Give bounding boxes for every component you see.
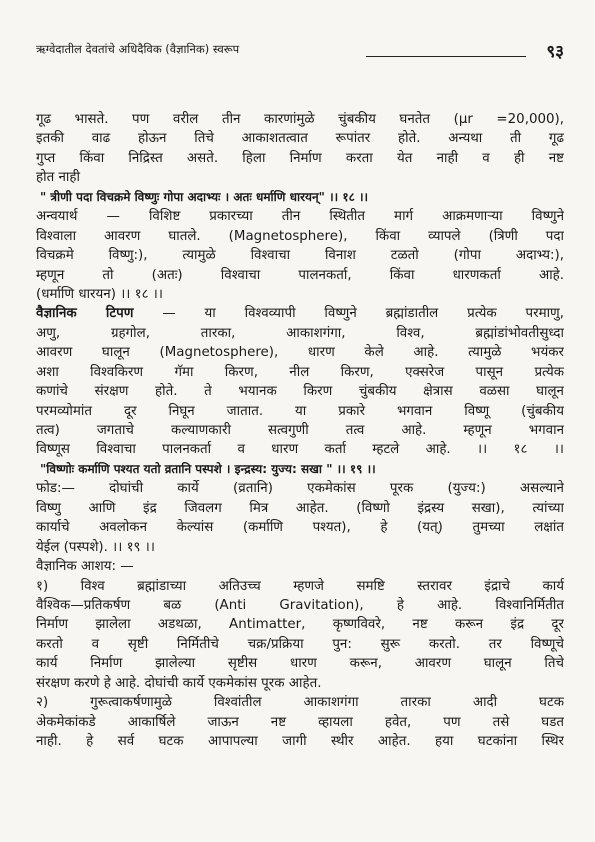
text-line: "विष्णोः कर्माणि पश्यत यतो व्रतानि पस्पशे । इन्द्रस्य: युज्य: सखा " ।। १९ ।। — [40, 461, 376, 476]
text-line: कणांचे संरक्षण होते. ते भयानक किरण चुंबकीय क्षेत्रास वळसा घालून — [36, 384, 564, 400]
text-line: वैज्ञानिक आशय: — — [36, 559, 134, 575]
text-line: वैश्विक—प्रतिकर्षण बळ (Anti Gravitation), हे आहे. विश्वानिर्मितीत — [36, 597, 564, 613]
text-line: विष्णु आणि इंद्र जिवलग मित्र आहेत. (विष्णो इंद्रस्य सखा), त्यांच्या — [36, 500, 564, 516]
text-line: १) विश्व ब्रह्मांडाच्या अतिउच्च म्हणजे समष्टि स्तरावर इंद्राचे कार्य — [36, 578, 564, 594]
text-line: गूढ भासते. पण वरील तीन कारणांमुळे चुंबकीय घनतेत (µr =20,000), — [36, 112, 564, 127]
text-line: म्हणून तो (अतः) विश्वाचा पालनकर्ता, किंवा धारणकर्ता आहे. — [36, 267, 564, 283]
text-line: (धर्माणि धारयन) ।। १८ ।। — [36, 286, 163, 302]
text-line: तत्व) जगताचे कल्याणकारी सत्वगुणी तत्व आहे. म्हणून भगवान — [36, 423, 564, 438]
text-line: इतकी वाढ होऊन तिचे आकाशतत्वात रूपांतर होते. अन्यथा ती गूढ — [36, 131, 564, 147]
section-heading: वैज्ञानिक टिपण — [36, 306, 134, 322]
text-line: आवरण घालून (Magnetosphere), धारण केले आहे. त्यामुळे भयंकर — [36, 345, 564, 361]
text-line: संरक्षण करणे हे आहे. दोघांची कार्ये एकमेकांस पूरक आहेत. — [36, 675, 322, 691]
header-title: ऋग्वेदातील देवतांचे अधिदैविक (वैज्ञानिक) स्वरूप — [36, 42, 240, 56]
text-line: गुप्त किंवा निद्रिस्त असते. हिला निर्माण करता येत नाही व ही नष्ट — [36, 150, 564, 166]
text-line: नाही. हे सर्व घटक आपापल्या जागी स्थीर आहेत. हया घटकांना स्थिर — [36, 734, 564, 749]
text-line: करतो व सृष्टी निर्मितीचे चक्र/प्रक्रिया पुन: सुरू करतो. तर विष्णूचे — [36, 636, 564, 652]
text-line: परमव्योमांत दूर निघून जातात. या प्रकारे भगवान विष्णू (चुंबकीय — [36, 403, 564, 419]
header-rule — [366, 56, 526, 57]
text-line: अणु, ग्रहगोल, तारका, आकाशगंगा, विश्व, ब्रह्मांडांभोवतीसुध्दा — [36, 325, 564, 341]
text-line: वैज्ञानिक टिपण — या विश्वव्यापी विष्णुने ब्रह्मांडातील प्रत्येक परमाणु, — [36, 306, 564, 322]
text-line: " त्रीणी पदा विचक्रमे विष्णुः गोपा अदाभ्यः । अतः धर्माणि धारयन्" ।। १८ ।। — [40, 189, 369, 204]
text-line: अेकमेकांकडे आकार्षिले जाऊन नष्ट व्हायला हवेत, पण तसे घडत — [36, 714, 564, 730]
text-line: होत नाही — [36, 170, 80, 186]
text-line: कार्याचे अवलोकन केल्यांस (कर्माणि पश्यत), हे (यत्) तुमच्या लक्षांत — [36, 520, 564, 536]
text-line: विष्णूस विश्वाचा पालनकर्ता व धारण कर्ता म्हटले आहे. ।। १८ ।। — [36, 442, 564, 458]
running-header — [36, 40, 564, 66]
body-text — [36, 110, 564, 751]
text-line: २) गुरूत्वाकर्षणामुळे विश्वांतील आकाशगंगा तारका आदी घटक — [36, 695, 564, 711]
text-line: येईल (पस्पशे). ।। १९ ।। — [36, 539, 155, 555]
text-line: फोड:— दोघांची कार्ये (व्रतानि) एकमेकांस पूरक (युज्य:) असल्याने — [36, 481, 564, 497]
text-line: कार्य निर्माण झालेल्या सृष्टीस धारण करून, आवरण घालून तिचे — [36, 656, 564, 672]
text-line: अशा विश्वकिरण गॅमा किरण, नील किरण, एक्सरेज पासून प्रत्येक — [36, 364, 564, 380]
text-line: अन्वयार्थ — विशिष्ट प्रकारच्या तीन स्थितीत मार्ग आक्रमणाऱ्या विष्णुने — [36, 209, 564, 225]
page-number: ९३ — [546, 42, 564, 62]
text-line: विचक्रमे विष्णु:), त्यामुळे विश्वाचा विनाश टळतो (गोपा अदाभ्य:), — [36, 248, 564, 264]
text-line: निर्माण झालेला अडथळा, Antimatter, कृष्णविवरे, नष्ट करून इंद्र दूर — [36, 617, 564, 633]
text-line: विश्वाला आवरण घातले. (Magnetosphere), किंवा व्यापले (त्रिणी पदा — [36, 228, 564, 244]
